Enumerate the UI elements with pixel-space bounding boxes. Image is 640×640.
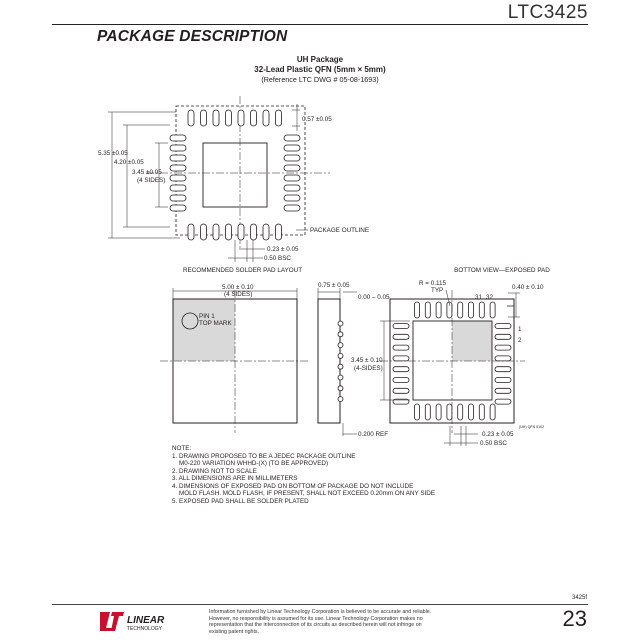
dim-pad: 3.45 ±0.05: [132, 169, 162, 176]
side-lead: [338, 386, 343, 391]
solder-lead: [284, 145, 300, 151]
disclaimer: Information furnished by Linear Technology Corporation is believed to be accurate and reliable. However, no responsibility is assumed for its use. Linear Technology Corporation makes no representation that the interconnection of its circuits as described herein will not infringe on existing patent rights.: [209, 609, 432, 635]
bottom-lead: [393, 334, 409, 339]
solder-lead: [201, 110, 207, 126]
dim-lead-len: 0.40 ± 0.10: [512, 284, 544, 291]
doc-code: 3425f: [571, 595, 587, 601]
bottom-lead: [415, 404, 420, 420]
bottom-lead: [393, 388, 409, 393]
solder-lead: [284, 195, 300, 201]
note-line: 5. EXPOSED PAD SHALL BE SOLDER PLATED: [172, 497, 309, 505]
note-line: MOLD FLASH. MOLD FLASH, IF PRESENT, SHALL NOT EXCEED 0.20mm ON ANY SIDE: [172, 490, 436, 497]
solder-lead: [170, 205, 186, 211]
side-lead: [338, 353, 343, 358]
bottom-lead: [495, 399, 511, 404]
svg-text:LINEAR: LINEAR: [127, 615, 165, 626]
bottom-lead: [393, 367, 409, 372]
dim-pad-sides: (4 SIDES): [137, 177, 166, 184]
bottom-lead: [393, 345, 409, 350]
solder-lead: [284, 175, 300, 181]
solder-lead: [170, 135, 186, 141]
solder-lead: [276, 224, 282, 240]
side-lead: [338, 364, 343, 369]
side-lead: [338, 397, 343, 402]
bottom-lead: [495, 324, 511, 329]
bottom-lead: [490, 404, 495, 420]
side-lead: [338, 332, 343, 337]
bottom-lead: [458, 302, 463, 318]
dim-body: 5.00 ± 0.10: [222, 284, 254, 291]
note-line: 1. DRAWING PROPOSED TO BE A JEDEC PACKAGE OUTLINE: [172, 452, 356, 460]
side-lead: [338, 321, 343, 326]
solder-lead: [170, 165, 186, 171]
drawing-id: (UH) QFN 0102: [519, 425, 545, 429]
solder-lead: [170, 195, 186, 201]
solder-lead: [170, 175, 186, 181]
dim-bv-pitch: 0.50 BSC: [480, 440, 507, 447]
page-number: 23: [562, 606, 587, 631]
bottom-lead: [495, 378, 511, 383]
dim-radius-typ: TYP: [431, 287, 444, 294]
bottom-lead: [479, 404, 484, 420]
solder-lead: [226, 224, 232, 240]
bottom-lead: [447, 404, 452, 420]
pin-2-label: 2: [518, 337, 522, 344]
solder-lead: [284, 205, 300, 211]
label-package-outline: PACKAGE OUTLINE: [310, 227, 370, 234]
section-title: PACKAGE DESCRIPTION: [97, 28, 288, 45]
solder-lead: [284, 165, 300, 171]
bottom-lead: [393, 356, 409, 361]
bottom-lead: [458, 404, 463, 420]
solder-pad-labels: [98, 116, 369, 274]
bottom-lead: [495, 334, 511, 339]
solder-lead: [251, 110, 257, 126]
dim-lead-width: 0.23 ± 0.05: [267, 246, 299, 253]
solder-lead: [284, 135, 300, 141]
notes: [172, 445, 435, 505]
dim-lead-length: 0.57 ±0.05: [302, 116, 332, 123]
footer-rule: [52, 604, 588, 605]
dim-bv-lead-width: 0.23 ± 0.05: [482, 431, 514, 438]
dim-exposed-pad-sides: (4-SIDES): [354, 365, 383, 372]
bottom-lead: [436, 404, 441, 420]
solder-lead: [201, 224, 207, 240]
bottom-lead: [495, 356, 511, 361]
dim-exposed-pad: 3.45 ± 0.10: [351, 357, 383, 364]
bottom-lead: [393, 324, 409, 329]
top-view: [160, 284, 310, 433]
bottom-lead: [469, 404, 474, 420]
solder-lead: [238, 224, 244, 240]
bottom-lead: [469, 302, 474, 318]
svg-text:TECHNOLOGY: TECHNOLOGY: [127, 626, 163, 632]
note-line: M0-220 VARIATION WHHD-(X) (TO BE APPROVED): [172, 460, 329, 467]
solder-lead: [276, 110, 282, 126]
solder-layout-caption: RECOMMENDED SOLDER PAD LAYOUT: [183, 267, 303, 274]
dim-height: 0.75 ± 0.05: [318, 282, 350, 289]
dim-ref: 0.200 REF: [358, 431, 389, 438]
bottom-lead: [495, 367, 511, 372]
pin-1-label: 1: [518, 326, 522, 333]
solder-lead: [263, 110, 269, 126]
bottom-lead: [425, 404, 430, 420]
dim-pitch: 0.50 BSC: [264, 255, 291, 262]
note-line: NOTE:: [172, 445, 192, 452]
dim-standoff: 0.00 – 0.05: [358, 294, 390, 301]
solder-lead: [284, 185, 300, 191]
solder-lead: [213, 224, 219, 240]
bottom-lead: [495, 345, 511, 350]
solder-lead: [213, 110, 219, 126]
bottom-lead: [436, 302, 441, 318]
package-description: 32-Lead Plastic QFN (5mm × 5mm): [254, 65, 386, 74]
dim-overall: 5.35 ±0.05: [98, 150, 128, 157]
solder-lead: [263, 224, 269, 240]
bottom-lead: [425, 302, 430, 318]
part-number: LTC3425: [507, 2, 588, 23]
solder-lead: [170, 185, 186, 191]
bottom-lead: [393, 378, 409, 383]
bottom-lead: [415, 302, 420, 318]
solder-lead: [284, 155, 300, 161]
bottom-view-caption: BOTTOM VIEW—EXPOSED PAD: [454, 267, 550, 274]
pin-32-label: 32: [486, 294, 494, 301]
solder-lead: [238, 110, 244, 126]
bottom-lead: [479, 302, 484, 318]
solder-lead: [251, 224, 257, 240]
dim-outline: 4.20 ±0.05: [114, 159, 144, 166]
note-line: 2. DRAWING NOT TO SCALE: [172, 467, 257, 475]
bottom-lead: [490, 302, 495, 318]
solder-lead: [170, 145, 186, 151]
package-reference: (Reference LTC DWG # 05-08-1693): [261, 75, 379, 84]
solder-lead: [188, 110, 194, 126]
note-line: 4. DIMENSIONS OF EXPOSED PAD ON BOTTOM OF PACKAGE DO NOT INCLUDE: [172, 482, 414, 490]
solder-lead: [226, 110, 232, 126]
solder-lead: [188, 224, 194, 240]
dim-body-sides: (4 SIDES): [224, 291, 253, 298]
package-name: UH Package: [296, 55, 344, 64]
note-line: 3. ALL DIMENSIONS ARE IN MILLIMETERS: [172, 475, 298, 482]
solder-lead: [170, 155, 186, 161]
bottom-lead: [495, 388, 511, 393]
side-lead: [338, 375, 343, 380]
linear-technology-logo: [98, 610, 178, 637]
pin1-label: PIN 1: [199, 313, 215, 320]
dim-radius: R = 0.115: [419, 280, 447, 287]
pin1-label2: TOP MARK: [199, 320, 232, 327]
pin-31-label: 31: [475, 294, 483, 301]
side-lead: [338, 343, 343, 348]
